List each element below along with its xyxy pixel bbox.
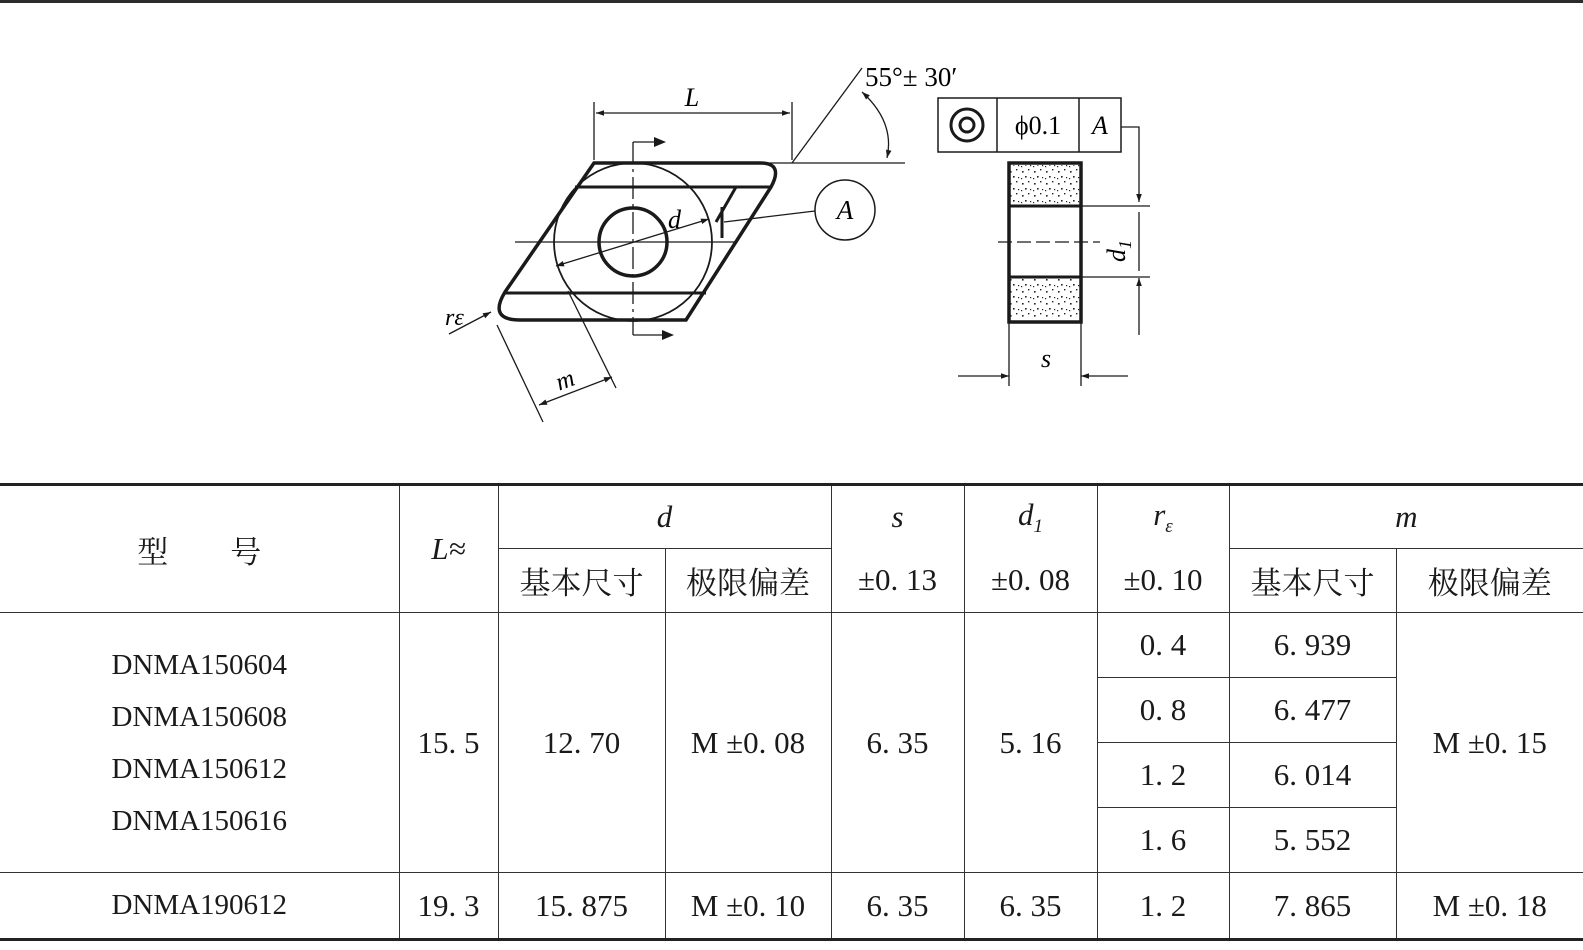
header-m-dev: 极限偏差 xyxy=(1396,549,1583,613)
cell-d-dev: M ±0. 08 xyxy=(665,613,831,873)
cell-re: 0. 4 xyxy=(1097,613,1229,678)
model-name-group2: DNMA190612 xyxy=(0,873,399,940)
dimension-m xyxy=(497,291,616,422)
model-name: DNMA150612 xyxy=(111,752,288,785)
header-m: m xyxy=(1229,485,1583,549)
tolerance-leader xyxy=(1121,127,1139,202)
cell-s: 6. 35 xyxy=(831,873,964,940)
cell-m: 6. 014 xyxy=(1229,743,1396,808)
header-s-tol: ±0. 13 xyxy=(831,549,964,613)
label-d1: $d_1$ xyxy=(1102,240,1135,262)
cell-d-basic: 12. 70 xyxy=(498,613,665,873)
header-m-basic: 基本尺寸 xyxy=(1229,549,1396,613)
cell-d-basic: 15. 875 xyxy=(498,873,665,940)
cell-m-dev: M ±0. 18 xyxy=(1396,873,1583,940)
concentricity-icon xyxy=(951,109,983,141)
label-r-eps: rε xyxy=(445,305,464,331)
label-L: L xyxy=(684,83,700,112)
cell-d1: 6. 35 xyxy=(964,873,1097,940)
datum-A-label: A xyxy=(836,195,854,225)
cell-d-dev: M ±0. 10 xyxy=(665,873,831,940)
header-d1: $d_1$ xyxy=(964,485,1097,549)
header-d1-tol: ±0. 08 xyxy=(964,549,1097,613)
header-s: s xyxy=(831,485,964,549)
header-d-basic: 基本尺寸 xyxy=(498,549,665,613)
header-d-dev: 极限偏差 xyxy=(665,549,831,613)
cell-m: 5. 552 xyxy=(1229,808,1396,873)
cell-d1: 5. 16 xyxy=(964,613,1097,873)
header-model: 型 号 xyxy=(0,485,399,613)
cell-m-dev: M ±0. 15 xyxy=(1396,613,1583,873)
label-d: d xyxy=(668,205,681,234)
header-re-tol: ±0. 10 xyxy=(1097,549,1229,613)
spec-table xyxy=(0,483,1583,941)
cell-m: 6. 939 xyxy=(1229,613,1396,678)
label-s: s xyxy=(1040,344,1052,373)
model-name: DNMA150604 xyxy=(111,648,288,681)
model-name: DNMA150616 xyxy=(111,804,288,837)
side-view xyxy=(998,163,1100,322)
center-lines xyxy=(515,137,735,340)
cell-m: 6. 477 xyxy=(1229,678,1396,743)
label-angle: 55°± 30′ xyxy=(865,62,958,92)
header-d: d xyxy=(498,485,831,549)
dimension-d1 xyxy=(1081,206,1150,335)
model-name: DNMA150608 xyxy=(111,700,288,733)
cell-re: 1. 6 xyxy=(1097,808,1229,873)
label-m: m xyxy=(552,364,579,397)
header-re: $r_\varepsilon$ xyxy=(1097,485,1229,549)
cell-m: 7. 865 xyxy=(1229,873,1396,940)
cell-L: 15. 5 xyxy=(399,613,498,873)
cell-L: 19. 3 xyxy=(399,873,498,940)
cell-re: 0. 8 xyxy=(1097,678,1229,743)
cell-re: 1. 2 xyxy=(1097,743,1229,808)
cell-s: 6. 35 xyxy=(831,613,964,873)
model-cell-group1 xyxy=(0,613,399,873)
tolerance-value: ϕ0.1 xyxy=(1014,111,1062,140)
cell-re: 1. 2 xyxy=(1097,873,1229,940)
tolerance-datum: A xyxy=(1092,111,1108,140)
header-L: L≈ xyxy=(399,485,498,613)
